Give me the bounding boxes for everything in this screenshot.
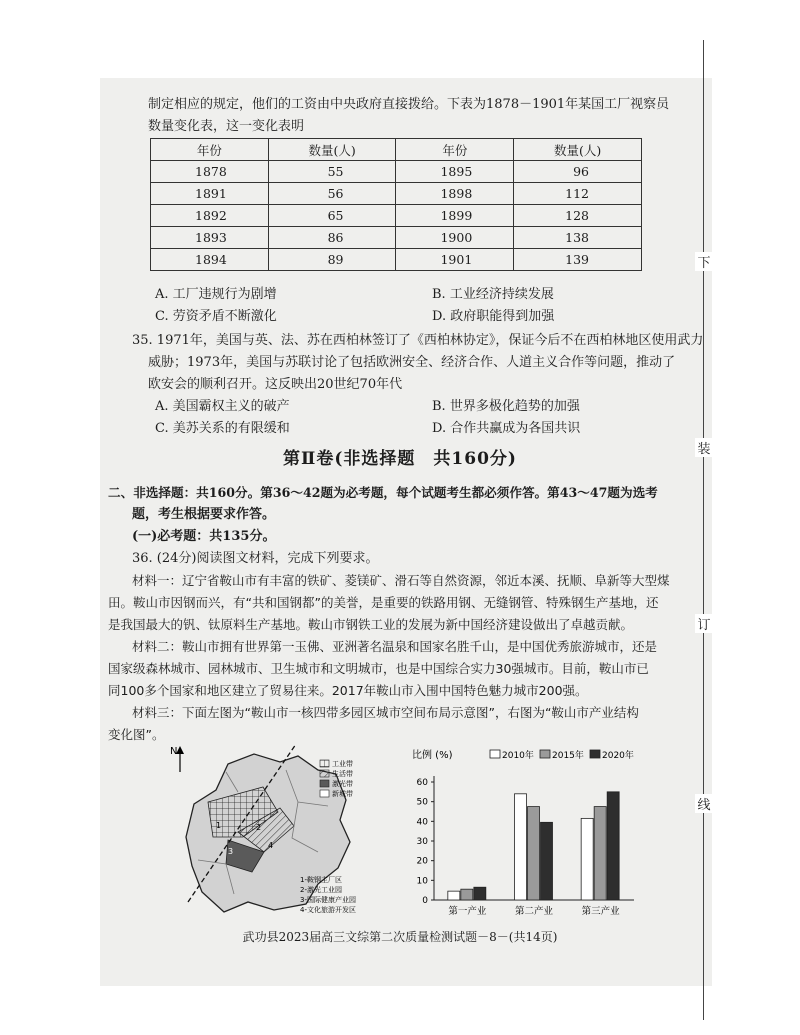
- table-row: [151, 161, 642, 183]
- material2-line-1: 材料二：鞍山市拥有世界第一玉佛、亚洲著名温泉和国家名胜千山，是中国优秀旅游城市，还是: [132, 639, 658, 654]
- chart-bars: [448, 792, 619, 900]
- table-header: 年份: [396, 139, 514, 161]
- q35-option-b: B. 世界多极化趋势的加强: [432, 399, 580, 414]
- q35-option-d: D. 合作共赢成为各国共识: [432, 421, 581, 436]
- table-cell: 1901: [396, 249, 514, 271]
- table-row: [151, 249, 642, 271]
- table-row: [151, 227, 642, 249]
- legend-swatch: [490, 750, 500, 758]
- q34-option-c: C. 劳资矛盾不断激化: [155, 309, 277, 324]
- material1-line-1: 材料一：辽宁省鞍山市有丰富的铁矿、菱镁矿、滑石等自然资源，邻近本溪、抚顺、阜新等大型煤: [132, 573, 670, 588]
- category-label: 第一产业: [448, 906, 487, 917]
- page-footer: 武功县2023届高三文综第二次质量检测试题－8－(共14页): [242, 930, 558, 944]
- y-tick-label: 60: [416, 778, 428, 788]
- intro-line-1: 制定相应的规定，他们的工资由中央政府直接拨给。下表为1878－1901年某国工厂视察员: [148, 97, 670, 112]
- part2-instructions-1: 二、非选择题：共160分。第36～42题为必考题，每个试题考生都必须作答。第43～47题为选考: [108, 485, 658, 500]
- table-cell: 86: [268, 227, 396, 249]
- material2-line-2: 国家级森林城市、园林城市、卫生城市和文明城市，也是中国综合实力30强城市。目前，鞍山市已: [108, 661, 649, 676]
- table-row: [151, 205, 642, 227]
- chart-legend: [490, 749, 634, 761]
- legend-label: 激光带: [332, 780, 353, 788]
- legend-label: 生活带: [332, 770, 353, 778]
- table-cell: 65: [268, 205, 396, 227]
- y-tick-label: 10: [416, 876, 428, 887]
- map-label: 1: [216, 821, 222, 830]
- bar: [528, 807, 540, 900]
- table-cell: 56: [268, 183, 396, 205]
- city-layout-map: [168, 742, 378, 922]
- legend-label: 2015年: [552, 751, 584, 761]
- table-cell: 138: [514, 227, 642, 249]
- q34-option-b: B. 工业经济持续发展: [432, 287, 554, 302]
- table-header: 数量(人): [514, 139, 642, 161]
- bar: [461, 889, 473, 900]
- zone-label: 4-文化旅游开发区: [300, 906, 356, 914]
- map-label: 3: [228, 847, 234, 856]
- q34-option-d: D. 政府职能得到加强: [432, 309, 555, 324]
- bar: [581, 818, 593, 900]
- table-row: [151, 183, 642, 205]
- table-cell: 89: [268, 249, 396, 271]
- map-label: 4: [268, 841, 274, 850]
- category-label: 第二产业: [514, 906, 554, 917]
- y-axis-label: 比例 (%): [412, 750, 453, 761]
- inspector-table: [150, 138, 642, 271]
- q35-stem-1: 35. 1971年，美国与英、法、苏在西柏林签订了《西柏林协定》，保证今后不在西柏林地区使用武力: [132, 333, 704, 348]
- table-cell: 112: [514, 183, 642, 205]
- industry-structure-chart: [392, 742, 642, 920]
- q36-stem: 36. (24分)阅读图文材料，完成下列要求。: [132, 551, 379, 566]
- table-header: 年份: [151, 139, 269, 161]
- zone-label: 3-国际健康产业园: [300, 896, 356, 904]
- y-tick-label: 40: [416, 817, 428, 828]
- bar: [515, 794, 527, 900]
- binding-line: [703, 40, 704, 1020]
- q35-stem-2: 威胁；1973年，美国与苏联讨论了包括欧洲安全、经济合作、人道主义合作等问题，推动了: [148, 355, 676, 370]
- legend-label: 2020年: [602, 751, 634, 761]
- north-label: N: [170, 746, 178, 757]
- binding-char: 下: [695, 252, 713, 271]
- table-cell: 1895: [396, 161, 514, 183]
- table-cell: 1892: [151, 205, 269, 227]
- material2-line-3: 同100多个国家和地区建立了贸易往来。2017年鞍山市入围中国特色魅力城市200强。: [108, 683, 588, 698]
- bar: [448, 891, 460, 900]
- table-cell: 1891: [151, 183, 269, 205]
- table-cell: 55: [268, 161, 396, 183]
- binding-char: 订: [695, 614, 713, 633]
- y-tick-label: 50: [416, 797, 428, 808]
- legend-swatch: [590, 750, 600, 758]
- table-cell: 139: [514, 249, 642, 271]
- q35-stem-3: 欧安会的顺利召开。这反映出20世纪70年代: [148, 377, 403, 392]
- q35-option-c: C. 美苏关系的有限缓和: [155, 421, 290, 436]
- material3-line-2: 变化图”。: [108, 727, 165, 742]
- bar: [474, 887, 486, 900]
- table-cell: 1900: [396, 227, 514, 249]
- material1-line-2: 田。鞍山市因钢而兴，有“共和国钢都”的美誉，是重要的铁路用钢、无缝钢管、特殊钢生产基地，还: [108, 595, 659, 610]
- zone-label: 1-鞍钢主厂区: [300, 876, 342, 884]
- material3-line-1: 材料三：下面左图为“鞍山市一核四带多园区城市空间布局示意图”，右图为“鞍山市产业结构: [132, 705, 639, 720]
- bar: [541, 822, 553, 900]
- table-cell: 128: [514, 205, 642, 227]
- table-cell: 1878: [151, 161, 269, 183]
- table-cell: 1893: [151, 227, 269, 249]
- table-header-row: [151, 139, 642, 161]
- y-tick-label: 30: [416, 837, 428, 847]
- table-cell: 1894: [151, 249, 269, 271]
- bar: [594, 807, 606, 900]
- q35-option-a: A. 美国霸权主义的破产: [155, 399, 290, 414]
- table-cell: 96: [514, 161, 642, 183]
- binding-char: 装: [695, 438, 713, 457]
- table-cell: 1899: [396, 205, 514, 227]
- table-header: 数量(人): [268, 139, 396, 161]
- table-cell: 1898: [396, 183, 514, 205]
- y-tick-label: 20: [416, 856, 428, 867]
- map-label: 2: [256, 823, 262, 832]
- category-label: 第三产业: [581, 906, 620, 917]
- bar: [607, 792, 619, 900]
- binding-char: 线: [695, 794, 713, 813]
- material1-line-3: 是我国最大的钒、钛原料生产基地。鞍山市钢铁工业的发展为新中国经济建设做出了卓越贡献。: [108, 617, 634, 632]
- y-tick-label: 0: [422, 896, 428, 906]
- section-title: 第Ⅱ卷(非选择题 共160分): [283, 449, 517, 469]
- intro-line-2: 数量变化表，这一变化表明: [148, 119, 305, 134]
- legend-label: 新城带: [332, 790, 353, 798]
- legend-label: 2010年: [502, 751, 534, 761]
- legend-swatch: [540, 750, 550, 758]
- q34-option-a: A. 工厂违规行为剧增: [155, 287, 277, 302]
- required-heading: (一)必考题：共135分。: [132, 529, 276, 544]
- zone-label: 2-激光工业园: [300, 886, 342, 894]
- x-axis-categories: [448, 905, 620, 917]
- part2-instructions-2: 题，考生根据要求作答。: [132, 507, 276, 522]
- legend-label: 工业带: [332, 760, 353, 768]
